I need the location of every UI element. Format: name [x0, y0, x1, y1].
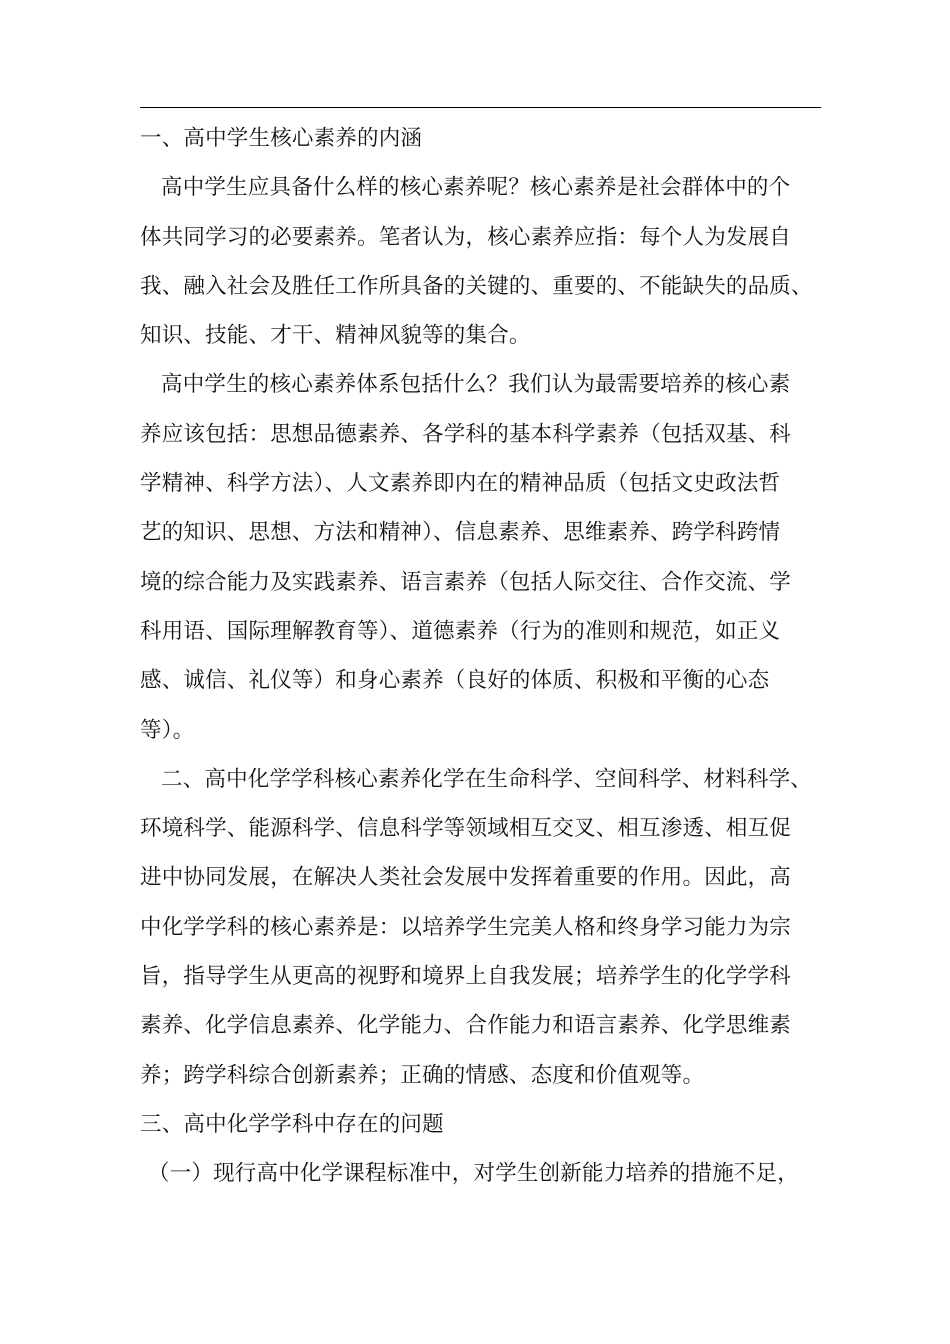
paragraph-line: 养应该包括：思想品德素养、各学科的基本科学素养（包括双基、科 — [140, 421, 792, 447]
paragraph-line: 中化学学科的核心素养是：以培养学生完美人格和终身学习能力为宗 — [140, 914, 792, 940]
section1-paragraph2 — [140, 360, 830, 754]
paragraph-line: 进中协同发展，在解决人类社会发展中发挥着重要的作用。因此，高 — [140, 865, 792, 891]
document-body — [140, 114, 830, 1199]
paragraph-line: 学精神、科学方法）、人文素养即内在的精神品质（包括文史政法哲 — [140, 471, 781, 497]
section1-heading: 一、高中学生核心素养的内涵 — [140, 126, 423, 151]
paragraph-line: 科用语、国际理解教育等）、道德素养（行为的准则和规范，如正义 — [140, 618, 781, 644]
paragraph-line: 养；跨学科综合创新素养；正确的情感、态度和价值观等。 — [140, 1062, 705, 1088]
paragraph-line: 我、融入社会及胜任工作所具备的关键的、重要的、不能缺失的品质、 — [140, 273, 813, 299]
paragraph-line: 等）。 — [140, 717, 195, 743]
section3-heading: 三、高中化学学科中存在的问题 — [140, 1111, 444, 1137]
paragraph-line: 素养、化学信息素养、化学能力、合作能力和语言素养、化学思维素 — [140, 1013, 792, 1039]
paragraph-line: 高中学生应具备什么样的核心素养呢？核心素养是社会群体中的个 — [161, 175, 791, 201]
section2-paragraph — [140, 755, 830, 1100]
paragraph-line: 高中学生的核心素养体系包括什么？我们认为最需要培养的核心素 — [161, 372, 791, 398]
section1-paragraph1 — [140, 163, 830, 360]
paragraph-line: 体共同学习的必要素养。笔者认为，核心素养应指：每个人为发展自 — [140, 224, 792, 250]
section3-subheading: （一）现行高中化学课程标准中，对学生创新能力培养的措施不足， — [148, 1161, 800, 1187]
paragraph-line: 旨，指导学生从更高的视野和境界上自我发展；培养学生的化学学科 — [140, 964, 792, 990]
paragraph-line: 知识、技能、才干、精神风貌等的集合。 — [140, 323, 531, 349]
header-rule — [140, 107, 821, 108]
paragraph-line: 环境科学、能源科学、信息科学等领域相互交叉、相互渗透、相互促 — [140, 816, 792, 842]
paragraph-line: 艺的知识、思想、方法和精神）、信息素养、思维素养、跨学科跨情 — [140, 520, 781, 546]
paragraph-line: 二、高中化学学科核心素养化学在生命科学、空间科学、材料科学、 — [161, 766, 813, 792]
paragraph-line: 感、诚信、礼仪等）和身心素养（良好的体质、积极和平衡的心态 — [140, 668, 770, 694]
paragraph-line: 境的综合能力及实践素养、语言素养（包括人际交往、合作交流、学 — [140, 569, 792, 595]
